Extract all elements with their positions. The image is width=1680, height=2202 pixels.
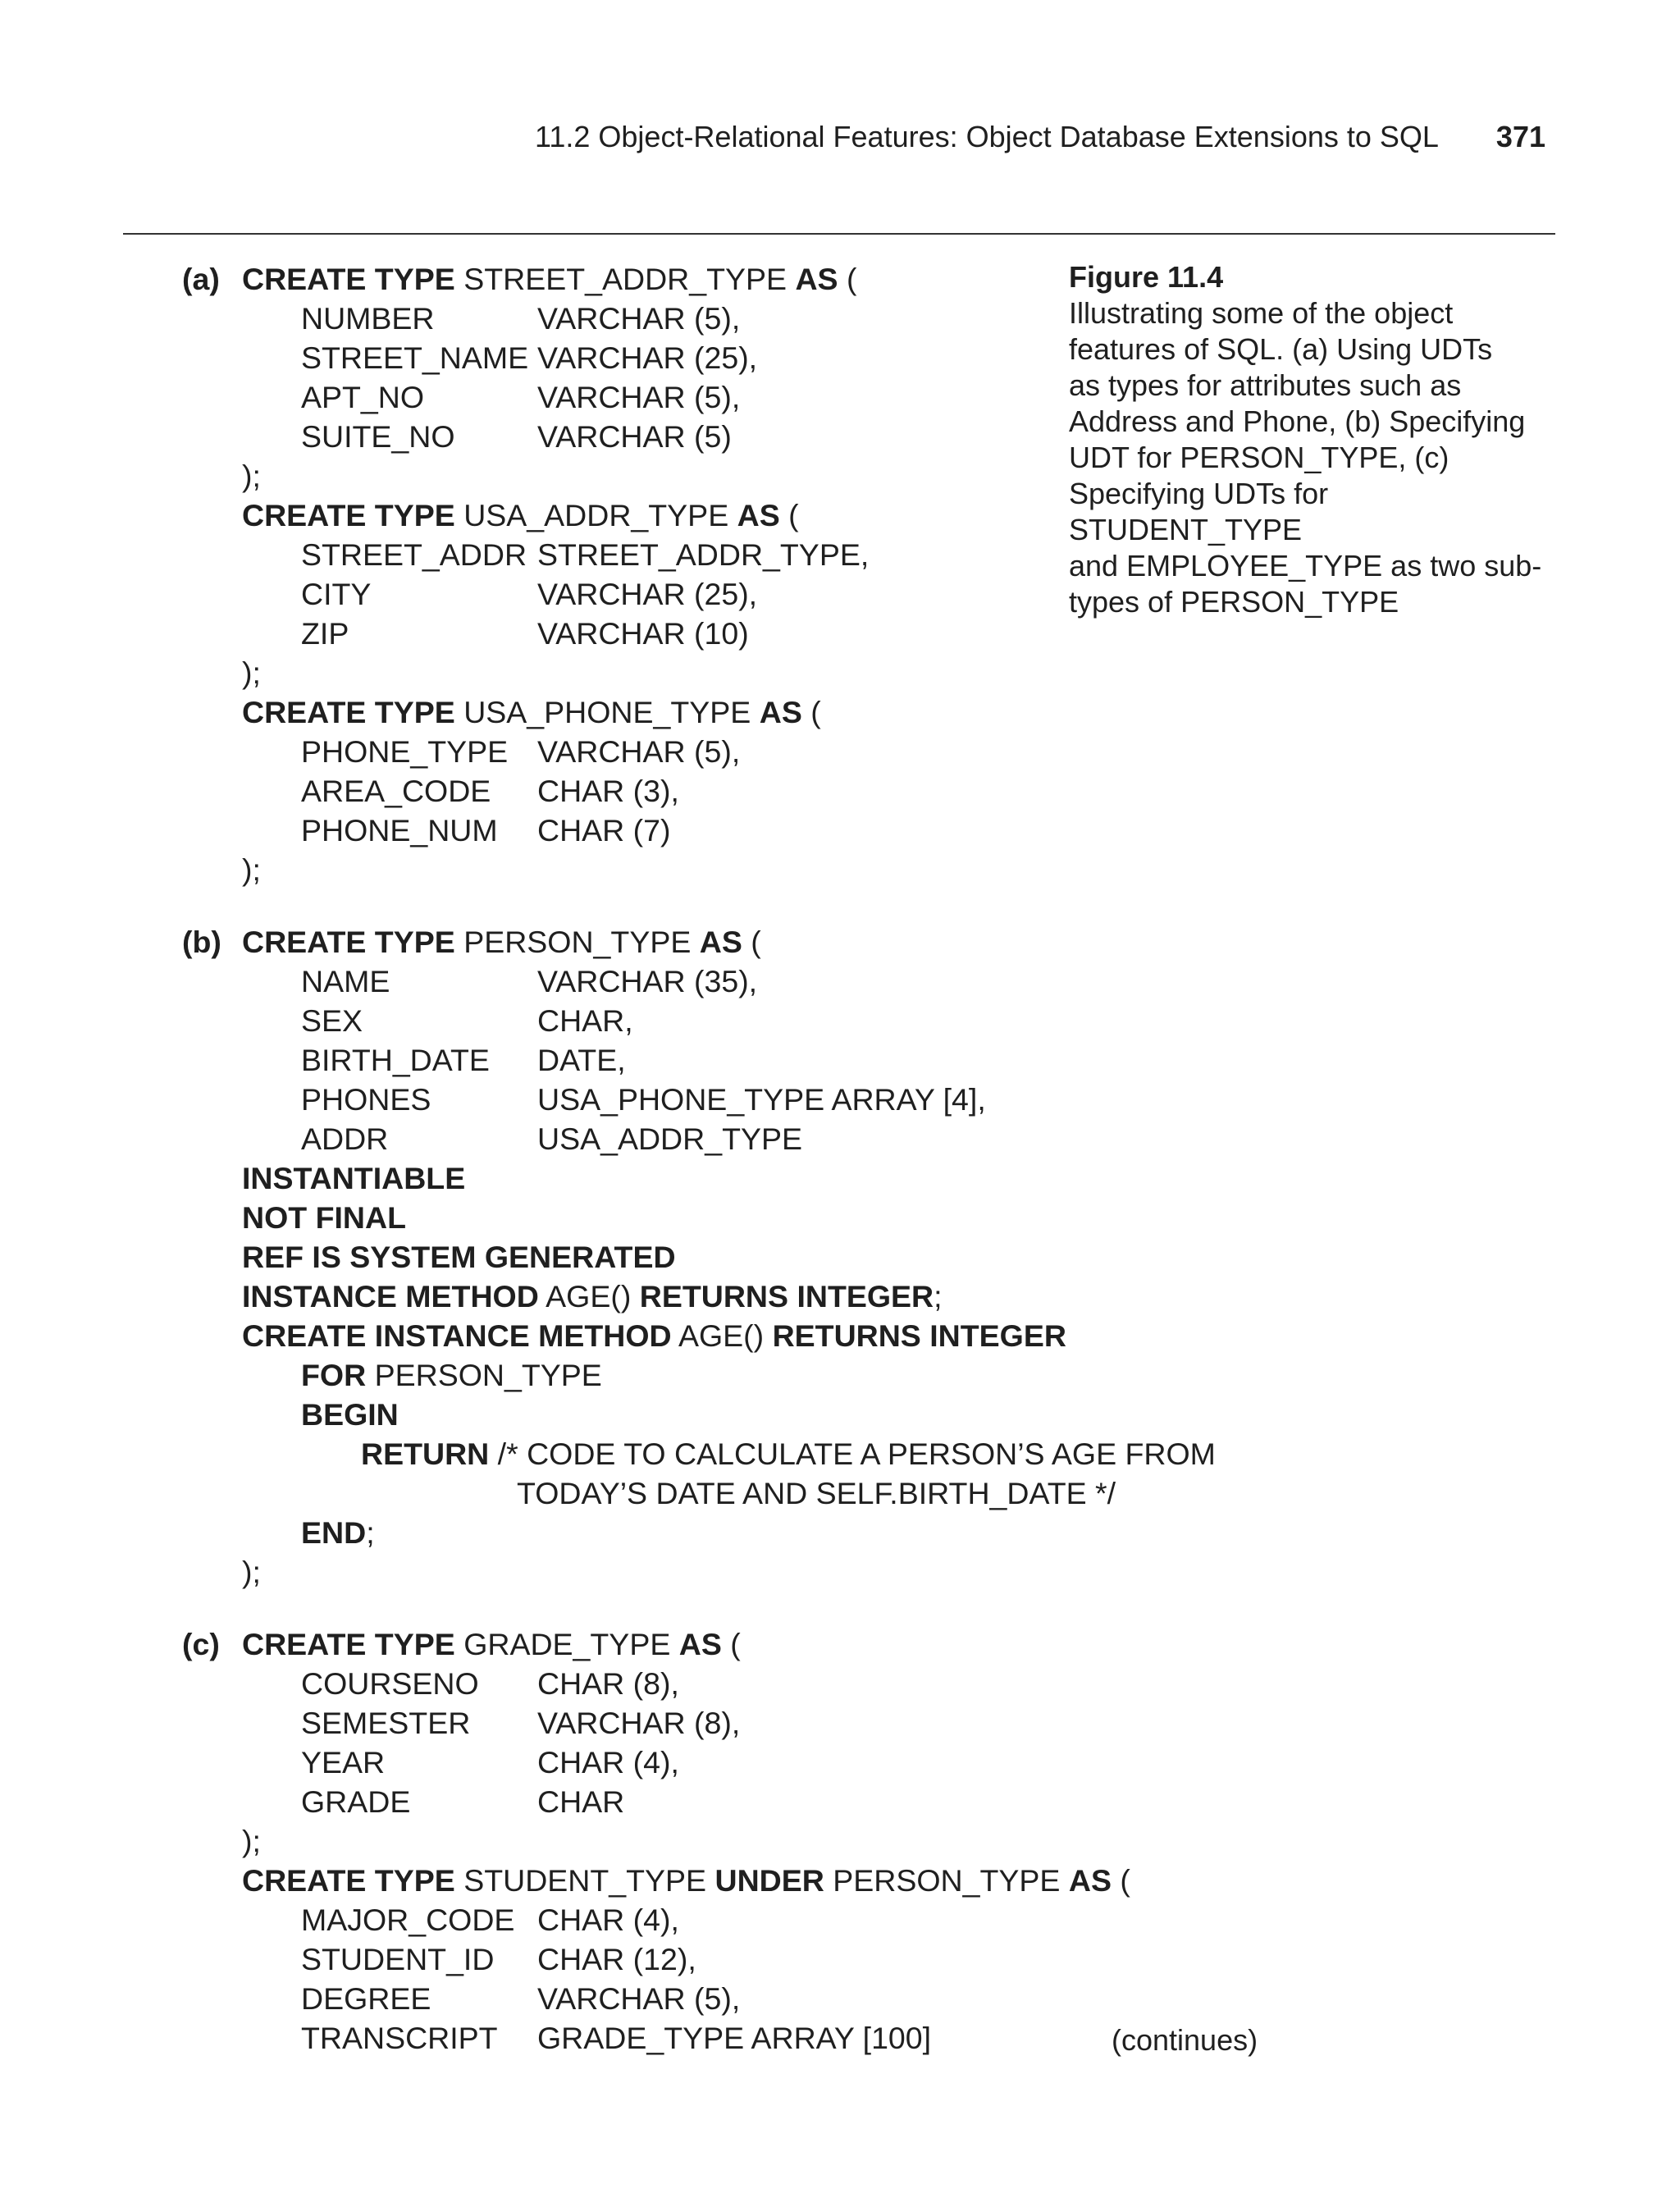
field-type: CHAR (7) (537, 813, 671, 847)
code-line: TODAY’S DATE AND SELF.BIRTH_DATE */ (517, 1476, 1116, 1510)
field-type: VARCHAR (5) (537, 419, 732, 454)
field-type: VARCHAR (25), (537, 577, 758, 611)
field-type: VARCHAR (25), (537, 340, 758, 375)
field-name: PHONE_TYPE (301, 734, 509, 769)
field-type: CHAR (12), (537, 1942, 696, 1976)
code-line: CREATE TYPE USA_ADDR_TYPE AS ( (242, 498, 799, 532)
field-type: VARCHAR (8), (537, 1706, 741, 1740)
field-name: STUDENT_ID (301, 1942, 495, 1976)
caption-line: types of PERSON_TYPE (1069, 585, 1399, 619)
close-paren: ); (242, 1555, 261, 1589)
caption-line: and EMPLOYEE_TYPE as two sub- (1069, 549, 1542, 582)
figure-caption (1069, 259, 1561, 620)
field-type: USA_ADDR_TYPE (537, 1122, 803, 1156)
page-number: 371 (1495, 120, 1545, 153)
label-a: (a) (182, 262, 220, 296)
field-type: CHAR, (537, 1003, 633, 1038)
running-header (123, 116, 1545, 158)
field-name: TRANSCRIPT (301, 2021, 498, 2055)
header-rule (123, 233, 1555, 235)
field-type: VARCHAR (10) (537, 616, 749, 651)
field-type: VARCHAR (5), (537, 301, 741, 336)
field-name: STREET_NAME (301, 340, 529, 375)
field-type: VARCHAR (5), (537, 1981, 741, 2016)
close-paren: ); (242, 459, 261, 493)
code-line: CREATE TYPE USA_PHONE_TYPE AS ( (242, 695, 821, 729)
caption-line: UDT for PERSON_TYPE, (c) (1069, 441, 1449, 474)
field-type: VARCHAR (5), (537, 734, 741, 769)
code-line: BEGIN (301, 1397, 399, 1432)
field-type: GRADE_TYPE ARRAY [100] (537, 2021, 932, 2055)
close-paren: ); (242, 1824, 261, 1858)
code-line: RETURN /* CODE TO CALCULATE A PERSON’S AGE FROM (361, 1437, 1216, 1471)
field-name: MAJOR_CODE (301, 1903, 515, 1937)
field-type: CHAR (3), (537, 774, 679, 808)
field-name: APT_NO (301, 380, 425, 414)
code-line: NOT FINAL (242, 1200, 406, 1235)
field-name: DEGREE (301, 1981, 431, 2016)
field-name: ZIP (301, 616, 349, 651)
field-name: COURSENO (301, 1666, 479, 1701)
field-type: CHAR (4), (537, 1903, 679, 1937)
caption-line: Specifying UDTs for STUDENT_TYPE (1069, 477, 1329, 546)
field-name: ADDR (301, 1122, 389, 1156)
field-name: STREET_ADDR (301, 537, 527, 572)
caption-line: as types for attributes such as (1069, 368, 1462, 402)
close-paren: ); (242, 656, 261, 690)
label-c: (c) (182, 1627, 220, 1661)
field-name: SEMESTER (301, 1706, 471, 1740)
field-name: YEAR (301, 1745, 386, 1779)
caption-line: features of SQL. (a) Using UDTs (1069, 332, 1493, 366)
code-line: INSTANCE METHOD AGE() RETURNS INTEGER; (242, 1279, 943, 1313)
code-line: CREATE TYPE STUDENT_TYPE UNDER PERSON_TYPE AS ( (242, 1863, 1130, 1898)
field-type: VARCHAR (35), (537, 964, 758, 998)
code-line: REF IS SYSTEM GENERATED (242, 1240, 676, 1274)
close-paren: ); (242, 852, 261, 887)
code-line: END; (301, 1515, 375, 1550)
field-name: SUITE_NO (301, 419, 455, 454)
label-b: (b) (182, 925, 221, 959)
field-name: NAME (301, 964, 390, 998)
field-name: AREA_CODE (301, 774, 491, 808)
field-name: GRADE (301, 1784, 411, 1819)
code-line: CREATE TYPE PERSON_TYPE AS ( (242, 925, 761, 959)
continues-note: (continues) (1112, 2023, 1258, 2057)
code-line: CREATE TYPE GRADE_TYPE AS ( (242, 1627, 741, 1661)
field-type: CHAR (537, 1784, 625, 1819)
field-name: PHONE_NUM (301, 813, 498, 847)
field-type: USA_PHONE_TYPE ARRAY [4], (537, 1082, 986, 1117)
field-type: CHAR (4), (537, 1745, 679, 1779)
field-name: NUMBER (301, 301, 435, 336)
caption-line: Illustrating some of the object (1069, 296, 1454, 330)
code-line: CREATE INSTANCE METHOD AGE() RETURNS INTEGER (242, 1318, 1066, 1353)
field-type: DATE, (537, 1043, 626, 1077)
code-line: INSTANTIABLE (242, 1161, 466, 1195)
figure-title: Figure 11.4 (1069, 260, 1224, 294)
field-name: BIRTH_DATE (301, 1043, 490, 1077)
code-line: FOR PERSON_TYPE (301, 1358, 602, 1392)
caption-line: Address and Phone, (b) Specifying (1069, 404, 1526, 438)
field-type: STREET_ADDR_TYPE, (537, 537, 870, 572)
field-type: CHAR (8), (537, 1666, 679, 1701)
code-line: CREATE TYPE STREET_ADDR_TYPE AS ( (242, 262, 857, 296)
section-title: 11.2 Object-Relational Features: Object Database Extensions to SQL (535, 120, 1439, 153)
field-name: SEX (301, 1003, 363, 1038)
field-name: CITY (301, 577, 372, 611)
field-type: VARCHAR (5), (537, 380, 741, 414)
field-name: PHONES (301, 1082, 431, 1117)
